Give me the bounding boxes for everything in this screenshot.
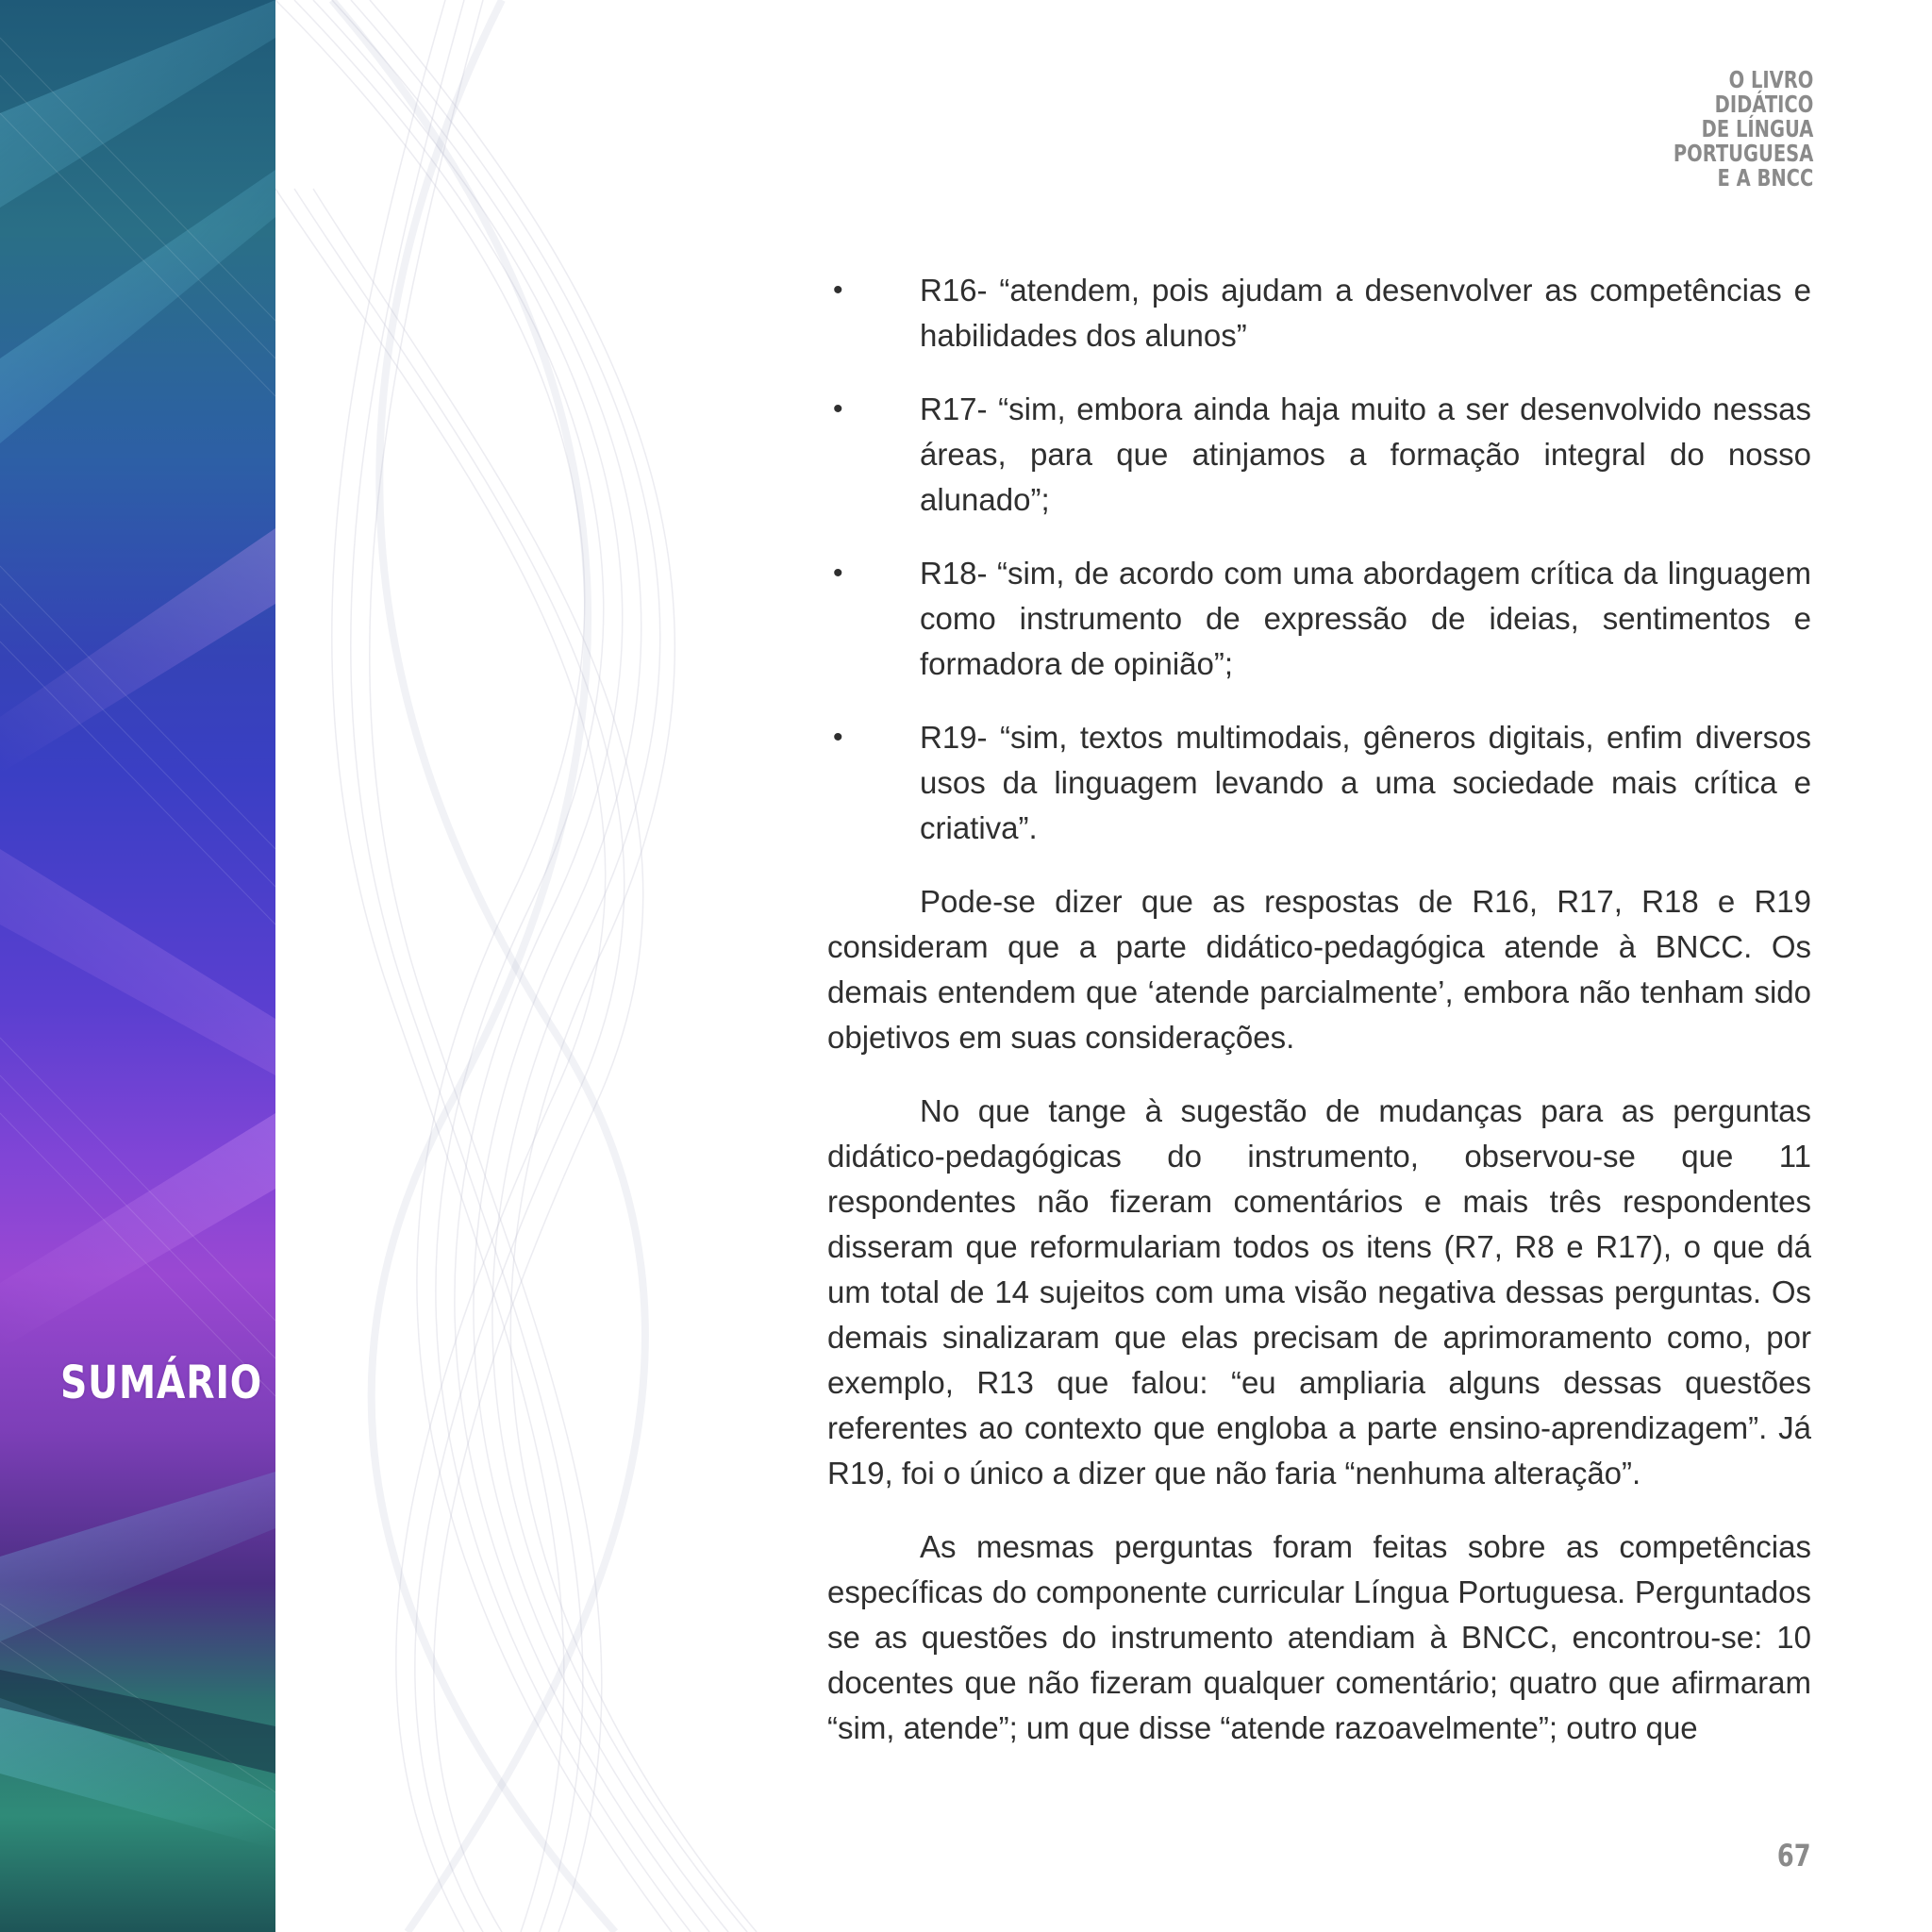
book-title-line: E A BNCC (1717, 164, 1813, 192)
book-title-header (1674, 68, 1813, 191)
sidebar-decorative-strip (0, 0, 275, 1932)
list-item (827, 387, 1811, 523)
list-item-text: R18- “sim, de acordo com uma abordagem crítica da linguagem como instrumento de expressão de ideias, sentimentos e formadora de opinião”; (920, 556, 1811, 681)
main-text-content (827, 268, 1811, 1779)
list-item-text: R19- “sim, textos multimodais, gêneros digitais, enfim diversos usos da linguagem levando a uma sociedade mais crítica e criativa”. (920, 720, 1811, 845)
wave-background-graphic (275, 0, 766, 1932)
book-title-line: DIDÁTICO (1714, 91, 1813, 118)
body-paragraph: No que tange à sugestão de mudanças para as perguntas didático-pedagógicas do instrumento, observou-se que 11 respondentes não fizeram comentários e mais três respondentes disseram que reformulariam todos os itens (R7, R8 e R17), o que dá um total de 14 sujeitos com uma visão negativa dessas perguntas. Os demais sinalizaram que elas precisam de aprimoramento como, por exemplo, R13 que falou: “eu ampliaria alguns dessas questões referentes ao contexto que engloba a parte ensino-aprendizagem”. Já R19, foi o único a dizer que não faria “nenhuma alteração”. (827, 1093, 1811, 1491)
bullet-icon: • (833, 275, 843, 306)
list-item (827, 268, 1811, 358)
list-item (827, 715, 1811, 851)
book-title-line: PORTUGUESA (1673, 140, 1813, 167)
body-paragraph: As mesmas perguntas foram feitas sobre as competências específicas do componente curricular Língua Portuguesa. Perguntados se as questões do instrumento atendiam à BNCC, encontrou-se: 10 docentes que não fizeram qualquer comentário; quatro que afirmaram “sim, atende”; um que disse “atende razoavelmente”; outro que (827, 1529, 1811, 1745)
bullet-icon: • (833, 722, 843, 753)
page-number: 67 (1777, 1838, 1811, 1874)
book-title-line: O LIVRO (1728, 66, 1813, 93)
bullet-icon: • (833, 558, 843, 589)
bullet-icon: • (833, 393, 843, 425)
sumario-link[interactable]: SUMÁRIO (60, 1357, 263, 1409)
list-item (827, 551, 1811, 687)
list-item-text: R17- “sim, embora ainda haja muito a ser desenvolvido nessas áreas, para que atinjamos a formação integral do nosso alunado”; (920, 391, 1811, 517)
book-title-line: DE LÍNGUA (1701, 115, 1813, 142)
body-paragraph: Pode-se dizer que as respostas de R16, R17, R18 e R19 consideram que a parte didático-pedagógica atende à BNCC. Os demais entendem que ‘atende parcialmente’, embora não tenham sido objetivos em suas considerações. (827, 884, 1811, 1055)
list-item-text: R16- “atendem, pois ajudam a desenvolver as competências e habilidades dos alunos” (920, 273, 1811, 353)
light-streaks-graphic (0, 0, 275, 1932)
